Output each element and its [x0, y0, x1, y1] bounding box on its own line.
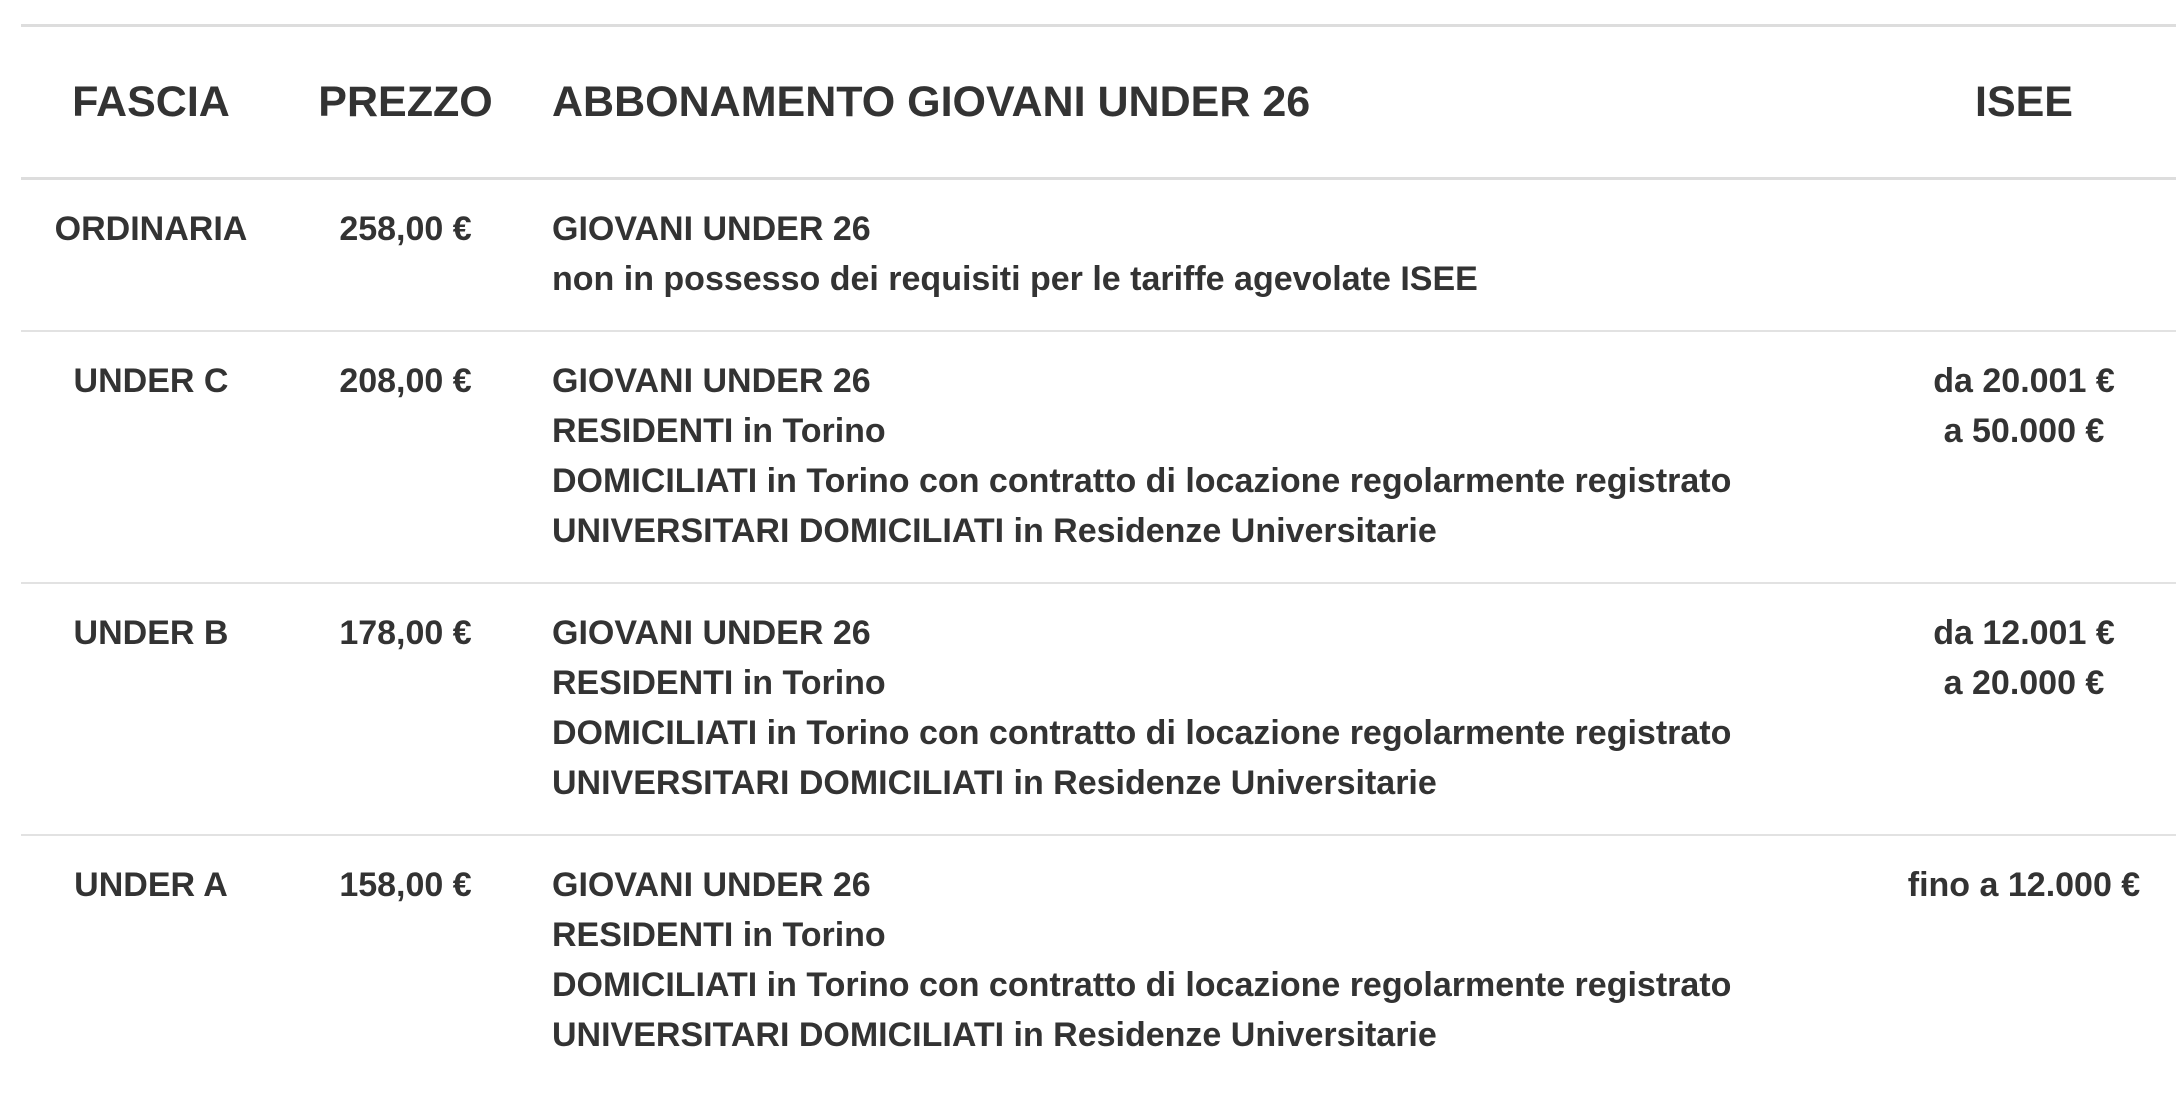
description-cell: [530, 835, 1872, 1086]
prezzo-cell: 258,00 €: [281, 179, 530, 332]
isee-cell: [1872, 331, 2176, 583]
description-line: DOMICILIATI in Torino con contratto di locazione regolarmente registrato: [552, 714, 1732, 752]
header-fascia: FASCIA: [21, 26, 281, 179]
fascia-cell: ORDINARIA: [21, 179, 281, 332]
isee-range-line: da 20.001 €: [1933, 362, 2115, 400]
table-row: [21, 331, 2176, 583]
table-row: [21, 583, 2176, 835]
description-line: GIOVANI UNDER 26: [552, 614, 871, 652]
description-line: DOMICILIATI in Torino con contratto di locazione regolarmente registrato: [552, 966, 1732, 1004]
isee-cell: [1872, 835, 2176, 1086]
description-line: RESIDENTI in Torino: [552, 664, 886, 702]
isee-range-line: da 12.001 €: [1933, 614, 2115, 652]
description-line: RESIDENTI in Torino: [552, 412, 886, 450]
isee-range-line: fino a 12.000 €: [1907, 866, 2141, 904]
description-cell: [530, 331, 1872, 583]
fascia-cell: UNDER B: [21, 583, 281, 835]
fascia-cell: UNDER A: [74, 866, 228, 904]
tariff-table: [21, 24, 2176, 1086]
description-cell: [530, 179, 1872, 332]
description-line: DOMICILIATI in Torino con contratto di locazione regolarmente registrato: [552, 462, 1732, 500]
table-body: [21, 179, 2176, 1087]
table-row: [21, 179, 2176, 332]
prezzo-cell: 208,00 €: [281, 331, 530, 583]
description-line: GIOVANI UNDER 26: [552, 362, 871, 400]
description-line: UNIVERSITARI DOMICILIATI in Residenze Universitarie: [552, 512, 1437, 550]
table-header-row: [21, 26, 2176, 179]
description-line: UNIVERSITARI DOMICILIATI in Residenze Universitarie: [552, 764, 1437, 802]
fascia-cell: UNDER C: [21, 331, 281, 583]
description-line: GIOVANI UNDER 26: [552, 210, 871, 248]
header-prezzo: PREZZO: [281, 26, 530, 179]
header-isee: ISEE: [1872, 26, 2176, 179]
isee-cell: [1872, 583, 2176, 835]
isee-range-line: a 50.000 €: [1943, 412, 2105, 450]
table-row: [21, 835, 2176, 1086]
description-line: UNIVERSITARI DOMICILIATI in Residenze Universitarie: [552, 1016, 1437, 1054]
prezzo-cell: 178,00 €: [281, 583, 530, 835]
description-line: non in possesso dei requisiti per le tariffe agevolate ISEE: [552, 260, 1478, 298]
header-abbonamento: ABBONAMENTO GIOVANI UNDER 26: [530, 26, 1872, 179]
prezzo-cell: 158,00 €: [339, 866, 472, 904]
description-cell: [530, 583, 1872, 835]
isee-cell: [1872, 179, 2176, 332]
description-line: RESIDENTI in Torino: [552, 916, 886, 954]
isee-range-line: a 20.000 €: [1943, 664, 2105, 702]
description-line: GIOVANI UNDER 26: [552, 866, 871, 904]
